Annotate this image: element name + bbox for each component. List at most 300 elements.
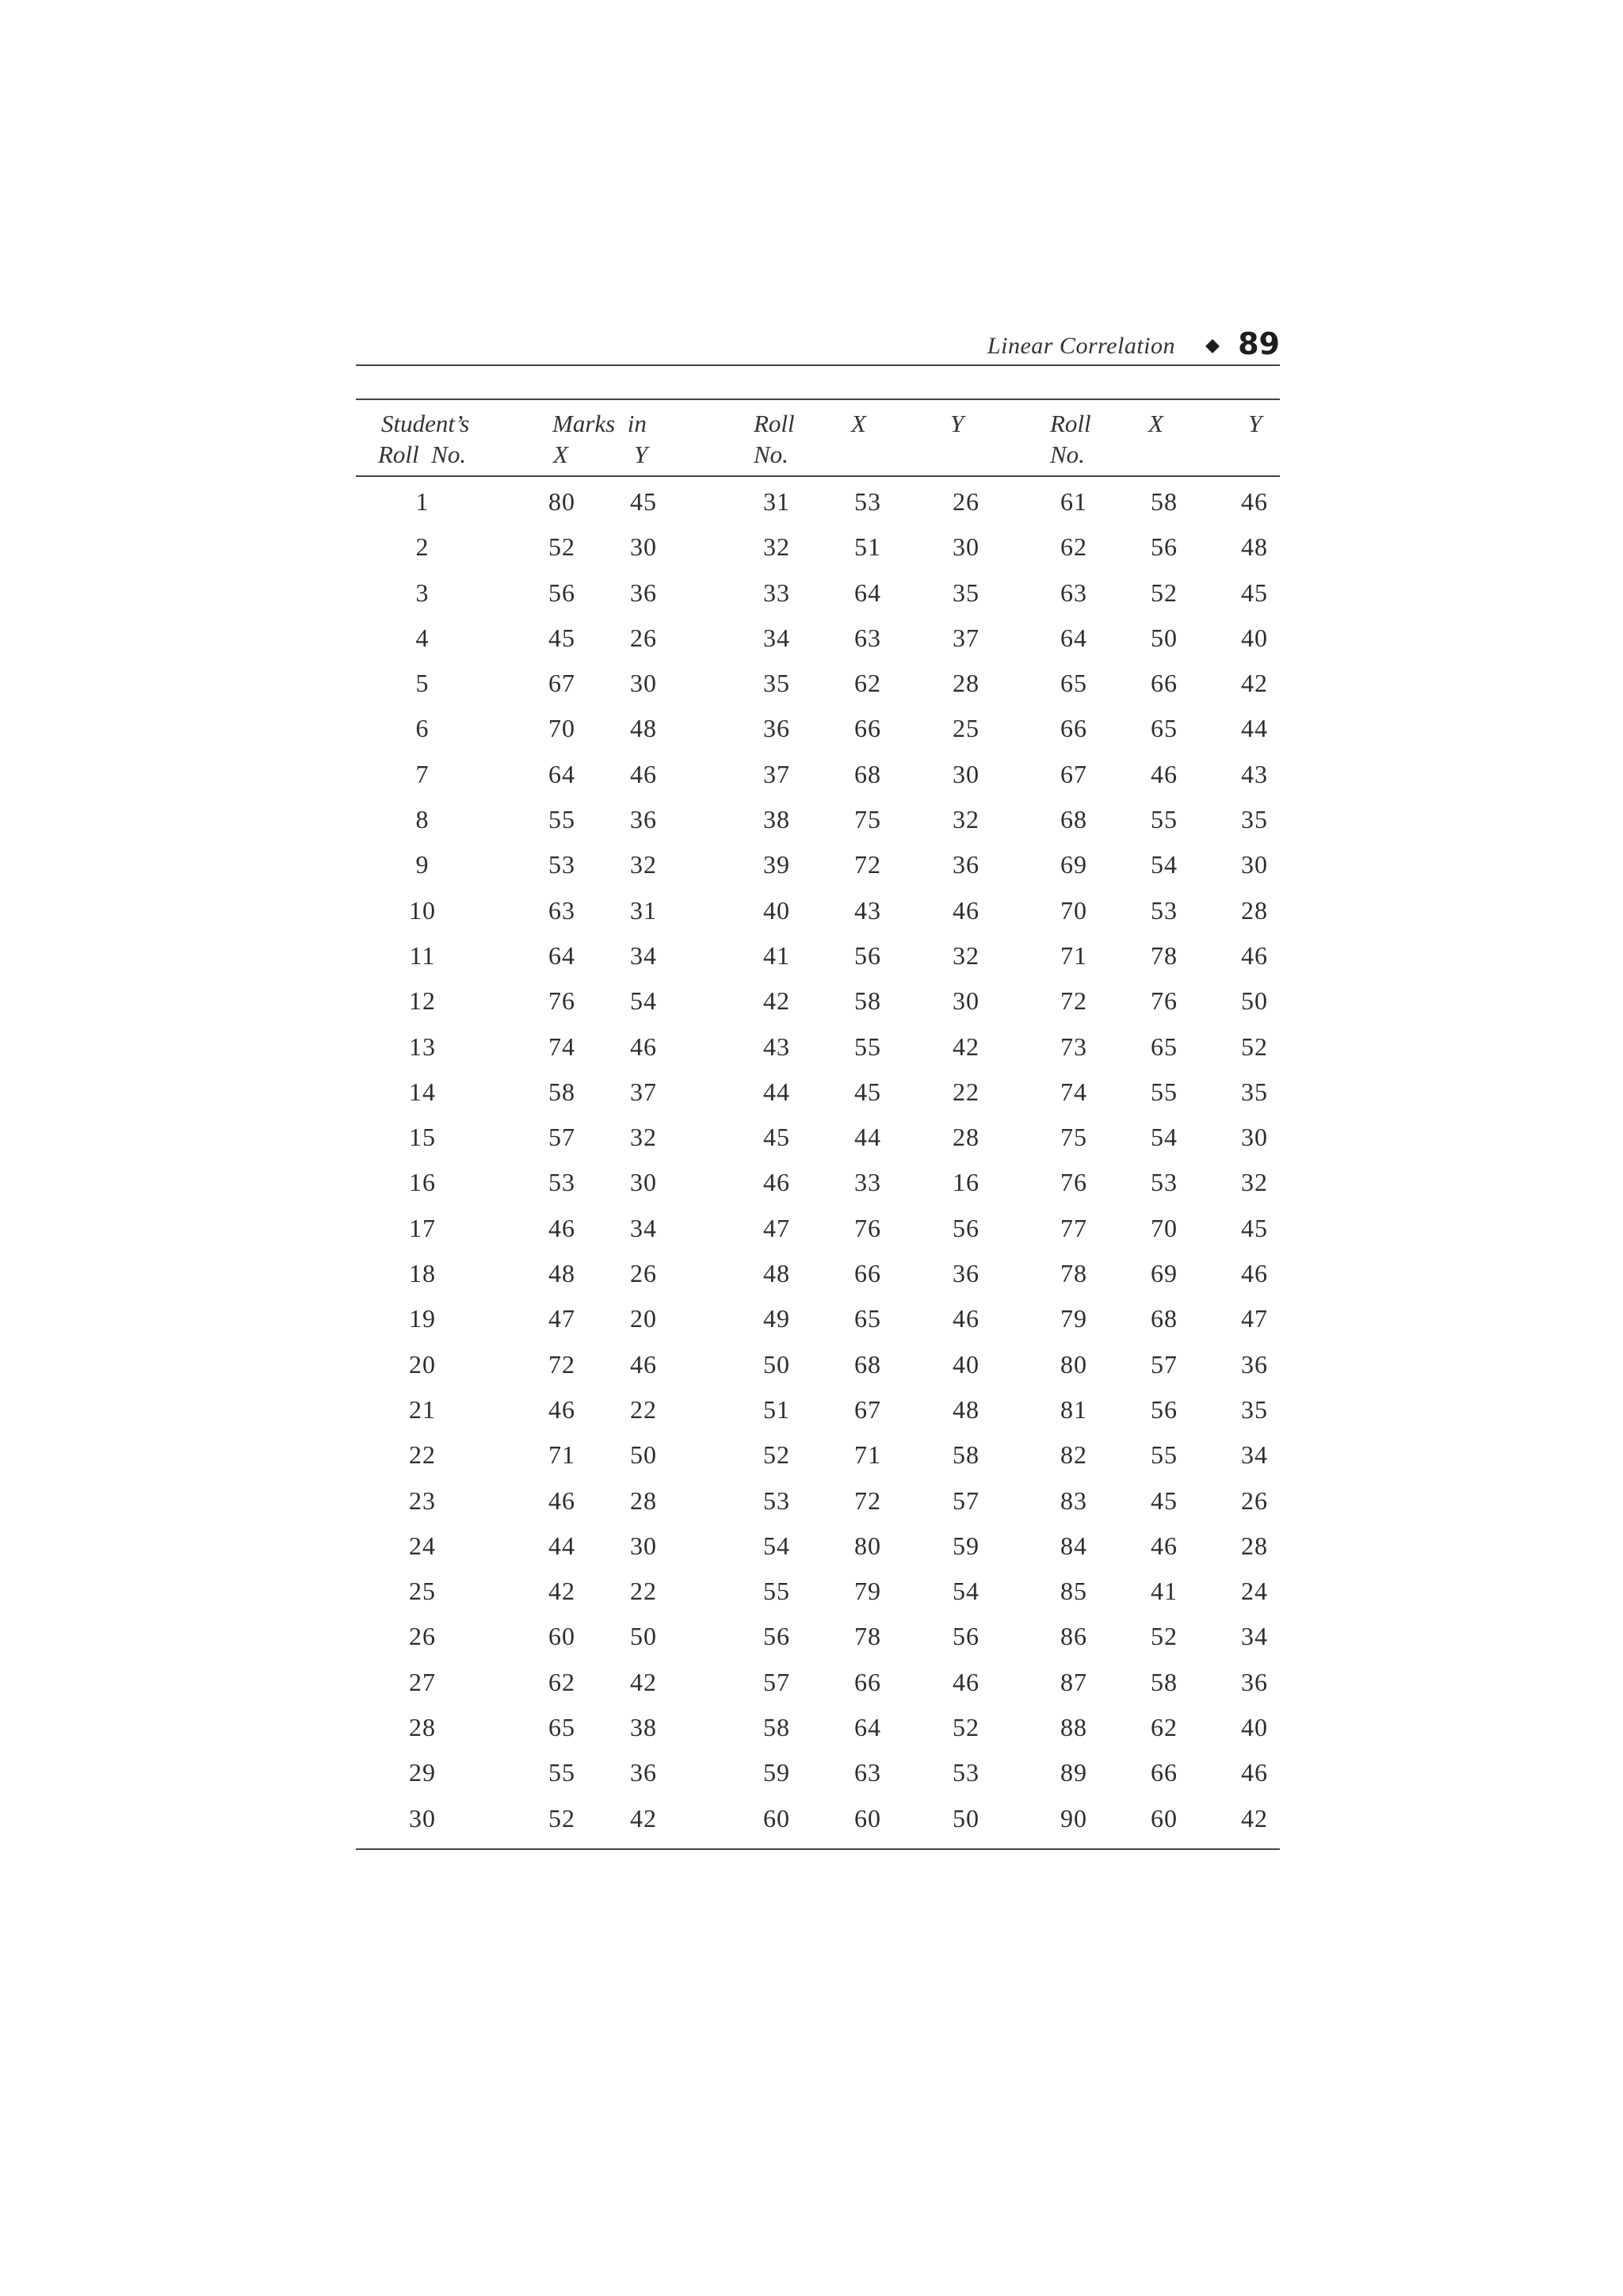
cell-roll-no-2: 60 — [763, 1803, 790, 1833]
table-row — [356, 1341, 1280, 1386]
cell-roll-no-1: 19 — [409, 1304, 436, 1333]
cell-x-3: 45 — [1151, 1486, 1178, 1515]
table-row — [356, 795, 1280, 841]
cell-y-2: 32 — [953, 805, 980, 834]
cell-marks-x-1: 60 — [548, 1622, 575, 1651]
cell-roll-no-2: 32 — [763, 532, 790, 562]
table-row — [356, 1431, 1280, 1476]
cell-roll-no-2: 56 — [763, 1622, 790, 1651]
cell-marks-x-1: 62 — [548, 1667, 575, 1696]
cell-marks-y-1: 26 — [630, 1259, 657, 1288]
cell-marks-x-1: 55 — [548, 805, 575, 834]
cell-y-3: 45 — [1241, 1213, 1268, 1242]
page-number: 89 — [1238, 326, 1280, 361]
cell-marks-x-1: 42 — [548, 1577, 575, 1606]
cell-marks-x-1: 65 — [548, 1713, 575, 1742]
cell-x-3: 56 — [1151, 532, 1178, 562]
cell-roll-no-1: 18 — [409, 1259, 436, 1288]
cell-x-2: 51 — [854, 532, 881, 562]
cell-y-2: 30 — [953, 759, 980, 788]
table-bottom-rule — [356, 1848, 1280, 1850]
running-header — [356, 326, 1280, 366]
cell-marks-x-1: 57 — [548, 1123, 575, 1152]
cell-roll-no-3: 81 — [1060, 1394, 1087, 1424]
cell-y-3: 30 — [1241, 1123, 1268, 1152]
cell-y-2: 35 — [953, 578, 980, 607]
cell-y-2: 53 — [953, 1758, 980, 1787]
cell-marks-x-1: 76 — [548, 986, 575, 1016]
cell-roll-no-3: 70 — [1060, 895, 1087, 925]
cell-x-2: 44 — [854, 1123, 881, 1152]
cell-x-3: 58 — [1151, 487, 1178, 516]
cell-roll-no-3: 68 — [1060, 805, 1087, 834]
cell-x-3: 41 — [1151, 1577, 1178, 1606]
cell-marks-y-1: 36 — [630, 805, 657, 834]
cell-marks-x-1: 52 — [548, 532, 575, 562]
cell-roll-no-3: 90 — [1060, 1803, 1087, 1833]
cell-y-2: 16 — [953, 1168, 980, 1197]
cell-y-3: 52 — [1241, 1032, 1268, 1061]
cell-roll-no-3: 64 — [1060, 623, 1087, 652]
cell-roll-no-3: 85 — [1060, 1577, 1087, 1606]
cell-x-2: 76 — [854, 1213, 881, 1242]
cell-marks-y-1: 30 — [630, 532, 657, 562]
cell-x-2: 65 — [854, 1304, 881, 1333]
cell-marks-x-1: 53 — [548, 850, 575, 879]
cell-y-3: 47 — [1241, 1304, 1268, 1333]
book-page — [356, 0, 1280, 2296]
cell-y-2: 56 — [953, 1213, 980, 1242]
cell-y-2: 46 — [953, 895, 980, 925]
cell-marks-y-1: 54 — [630, 986, 657, 1016]
cell-marks-x-1: 47 — [548, 1304, 575, 1333]
cell-x-3: 54 — [1151, 1123, 1178, 1152]
cell-x-3: 58 — [1151, 1667, 1178, 1696]
cell-marks-x-1: 52 — [548, 1803, 575, 1833]
cell-marks-x-1: 70 — [548, 714, 575, 743]
cell-marks-x-1: 46 — [548, 1394, 575, 1424]
cell-marks-y-1: 26 — [630, 623, 657, 652]
col-head-x3: X — [1148, 410, 1163, 437]
diamond-icon — [1205, 339, 1220, 353]
cell-roll-no-1: 8 — [415, 805, 430, 834]
table-row — [356, 704, 1280, 749]
cell-x-3: 69 — [1151, 1259, 1178, 1288]
cell-marks-x-1: 44 — [548, 1531, 575, 1560]
cell-marks-y-1: 46 — [630, 1349, 657, 1379]
cell-y-2: 40 — [953, 1349, 980, 1379]
cell-roll-no-1: 28 — [409, 1713, 436, 1742]
col-head-x2: X — [851, 410, 866, 437]
header-rule — [356, 364, 1280, 366]
cell-x-2: 72 — [854, 850, 881, 879]
cell-marks-y-1: 36 — [630, 578, 657, 607]
cell-roll-no-1: 9 — [415, 850, 430, 879]
cell-roll-no-3: 75 — [1060, 1123, 1087, 1152]
cell-x-3: 66 — [1151, 1758, 1178, 1787]
cell-roll-no-1: 22 — [409, 1440, 436, 1470]
table-row — [356, 1658, 1280, 1703]
cell-x-3: 56 — [1151, 1394, 1178, 1424]
table-row — [356, 569, 1280, 614]
cell-y-3: 42 — [1241, 1803, 1268, 1833]
cell-y-2: 56 — [953, 1622, 980, 1651]
cell-marks-y-1: 50 — [630, 1440, 657, 1470]
cell-marks-x-1: 53 — [548, 1168, 575, 1197]
cell-x-2: 55 — [854, 1032, 881, 1061]
cell-roll-no-3: 83 — [1060, 1486, 1087, 1515]
cell-roll-no-2: 55 — [763, 1577, 790, 1606]
cell-x-3: 53 — [1151, 895, 1178, 925]
cell-y-3: 44 — [1241, 714, 1268, 743]
table-row — [356, 1749, 1280, 1794]
cell-y-3: 46 — [1241, 1259, 1268, 1288]
cell-x-3: 57 — [1151, 1349, 1178, 1379]
cell-roll-no-1: 1 — [415, 487, 430, 516]
cell-x-2: 64 — [854, 1713, 881, 1742]
cell-roll-no-1: 15 — [409, 1123, 436, 1152]
cell-marks-y-1: 20 — [630, 1304, 657, 1333]
table-row — [356, 1794, 1280, 1840]
cell-roll-no-3: 89 — [1060, 1758, 1087, 1787]
cell-roll-no-3: 71 — [1060, 940, 1087, 970]
cell-roll-no-1: 21 — [409, 1394, 436, 1424]
cell-roll-no-2: 47 — [763, 1213, 790, 1242]
cell-x-3: 46 — [1151, 759, 1178, 788]
cell-roll-no-1: 14 — [409, 1077, 436, 1106]
cell-x-2: 62 — [854, 669, 881, 698]
cell-roll-no-1: 12 — [409, 986, 436, 1016]
cell-x-2: 78 — [854, 1622, 881, 1651]
cell-x-2: 60 — [854, 1803, 881, 1833]
table-row — [356, 1023, 1280, 1068]
col-head-marks-y: Y — [634, 441, 648, 468]
cell-y-3: 34 — [1241, 1440, 1268, 1470]
cell-marks-x-1: 48 — [548, 1259, 575, 1288]
cell-x-3: 70 — [1151, 1213, 1178, 1242]
col-head-y3: Y — [1248, 410, 1262, 437]
cell-y-2: 36 — [953, 850, 980, 879]
cell-roll-no-1: 23 — [409, 1486, 436, 1515]
cell-x-3: 55 — [1151, 1440, 1178, 1470]
cell-roll-no-2: 53 — [763, 1486, 790, 1515]
cell-marks-y-1: 45 — [630, 487, 657, 516]
cell-y-3: 30 — [1241, 850, 1268, 879]
cell-roll-no-1: 7 — [415, 759, 430, 788]
cell-marks-y-1: 34 — [630, 940, 657, 970]
cell-marks-y-1: 31 — [630, 895, 657, 925]
cell-y-3: 40 — [1241, 1713, 1268, 1742]
cell-roll-no-3: 84 — [1060, 1531, 1087, 1560]
cell-roll-no-3: 65 — [1060, 669, 1087, 698]
cell-marks-x-1: 58 — [548, 1077, 575, 1106]
cell-y-3: 46 — [1241, 1758, 1268, 1787]
cell-x-3: 66 — [1151, 669, 1178, 698]
cell-x-2: 72 — [854, 1486, 881, 1515]
cell-y-3: 48 — [1241, 532, 1268, 562]
running-title: Linear Correlation — [987, 333, 1175, 359]
cell-x-3: 68 — [1151, 1304, 1178, 1333]
cell-x-3: 53 — [1151, 1168, 1178, 1197]
cell-marks-x-1: 64 — [548, 940, 575, 970]
cell-marks-y-1: 22 — [630, 1394, 657, 1424]
cell-marks-y-1: 46 — [630, 1032, 657, 1061]
cell-x-2: 33 — [854, 1168, 881, 1197]
cell-x-2: 56 — [854, 940, 881, 970]
cell-roll-no-2: 58 — [763, 1713, 790, 1742]
cell-roll-no-3: 88 — [1060, 1713, 1087, 1742]
table-row — [356, 887, 1280, 932]
table-row — [356, 977, 1280, 1022]
cell-y-3: 28 — [1241, 895, 1268, 925]
cell-roll-no-3: 80 — [1060, 1349, 1087, 1379]
cell-x-3: 65 — [1151, 714, 1178, 743]
table-row — [356, 659, 1280, 704]
cell-y-2: 28 — [953, 1123, 980, 1152]
cell-roll-no-1: 25 — [409, 1577, 436, 1606]
cell-roll-no-2: 40 — [763, 895, 790, 925]
cell-roll-no-1: 13 — [409, 1032, 436, 1061]
table-row — [356, 1295, 1280, 1340]
cell-roll-no-2: 38 — [763, 805, 790, 834]
cell-y-2: 48 — [953, 1394, 980, 1424]
cell-roll-no-2: 35 — [763, 669, 790, 698]
cell-x-2: 66 — [854, 1667, 881, 1696]
cell-roll-no-1: 24 — [409, 1531, 436, 1560]
cell-y-3: 34 — [1241, 1622, 1268, 1651]
col-head-roll2-line2: No. — [754, 441, 789, 468]
cell-x-2: 63 — [854, 623, 881, 652]
cell-y-2: 30 — [953, 986, 980, 1016]
cell-x-2: 75 — [854, 805, 881, 834]
cell-roll-no-3: 76 — [1060, 1168, 1087, 1197]
cell-y-2: 58 — [953, 1440, 980, 1470]
cell-y-2: 50 — [953, 1803, 980, 1833]
cell-x-2: 68 — [854, 1349, 881, 1379]
table-row — [356, 1477, 1280, 1522]
table-row — [356, 523, 1280, 568]
cell-y-3: 24 — [1241, 1577, 1268, 1606]
cell-x-3: 54 — [1151, 850, 1178, 879]
cell-marks-x-1: 45 — [548, 623, 575, 652]
cell-roll-no-1: 29 — [409, 1758, 436, 1787]
cell-roll-no-1: 6 — [415, 714, 430, 743]
cell-y-2: 54 — [953, 1577, 980, 1606]
cell-y-2: 25 — [953, 714, 980, 743]
cell-marks-y-1: 42 — [630, 1803, 657, 1833]
cell-x-2: 80 — [854, 1531, 881, 1560]
cell-marks-y-1: 32 — [630, 850, 657, 879]
col-head-students-roll-line1: Student’s — [381, 410, 470, 437]
cell-y-3: 28 — [1241, 1531, 1268, 1560]
cell-roll-no-2: 37 — [763, 759, 790, 788]
cell-y-3: 42 — [1241, 669, 1268, 698]
cell-marks-x-1: 55 — [548, 1758, 575, 1787]
cell-y-3: 45 — [1241, 578, 1268, 607]
cell-roll-no-2: 39 — [763, 850, 790, 879]
cell-x-3: 60 — [1151, 1803, 1178, 1833]
cell-roll-no-2: 49 — [763, 1304, 790, 1333]
cell-marks-y-1: 50 — [630, 1622, 657, 1651]
cell-marks-y-1: 38 — [630, 1713, 657, 1742]
cell-roll-no-2: 57 — [763, 1667, 790, 1696]
cell-roll-no-1: 3 — [415, 578, 430, 607]
cell-roll-no-3: 74 — [1060, 1077, 1087, 1106]
cell-y-2: 26 — [953, 487, 980, 516]
table-row — [356, 1113, 1280, 1158]
cell-y-2: 37 — [953, 623, 980, 652]
cell-x-2: 79 — [854, 1577, 881, 1606]
cell-roll-no-3: 69 — [1060, 850, 1087, 879]
cell-marks-x-1: 46 — [548, 1213, 575, 1242]
cell-marks-x-1: 56 — [548, 578, 575, 607]
cell-roll-no-2: 42 — [763, 986, 790, 1016]
cell-roll-no-1: 17 — [409, 1213, 436, 1242]
cell-marks-x-1: 72 — [548, 1349, 575, 1379]
cell-x-2: 58 — [854, 986, 881, 1016]
cell-roll-no-2: 34 — [763, 623, 790, 652]
cell-y-2: 28 — [953, 669, 980, 698]
cell-marks-x-1: 63 — [548, 895, 575, 925]
cell-roll-no-3: 72 — [1060, 986, 1087, 1016]
cell-x-2: 68 — [854, 759, 881, 788]
table-row — [356, 1522, 1280, 1567]
cell-y-3: 50 — [1241, 986, 1268, 1016]
table-row — [356, 1249, 1280, 1295]
table-row — [356, 1068, 1280, 1113]
col-head-roll2-line1: Roll — [754, 410, 795, 437]
cell-x-3: 55 — [1151, 1077, 1178, 1106]
cell-roll-no-3: 86 — [1060, 1622, 1087, 1651]
cell-y-3: 46 — [1241, 940, 1268, 970]
cell-y-2: 36 — [953, 1259, 980, 1288]
cell-roll-no-3: 67 — [1060, 759, 1087, 788]
cell-x-2: 64 — [854, 578, 881, 607]
cell-roll-no-3: 62 — [1060, 532, 1087, 562]
cell-x-3: 46 — [1151, 1531, 1178, 1560]
cell-marks-y-1: 32 — [630, 1123, 657, 1152]
cell-y-3: 35 — [1241, 805, 1268, 834]
cell-y-3: 36 — [1241, 1349, 1268, 1379]
table-row — [356, 1703, 1280, 1749]
cell-y-3: 32 — [1241, 1168, 1268, 1197]
cell-roll-no-2: 50 — [763, 1349, 790, 1379]
cell-x-3: 78 — [1151, 940, 1178, 970]
cell-x-2: 63 — [854, 1758, 881, 1787]
table-row — [356, 1386, 1280, 1431]
cell-y-2: 22 — [953, 1077, 980, 1106]
cell-roll-no-2: 31 — [763, 487, 790, 516]
cell-roll-no-3: 87 — [1060, 1667, 1087, 1696]
cell-x-3: 65 — [1151, 1032, 1178, 1061]
cell-roll-no-2: 54 — [763, 1531, 790, 1560]
cell-roll-no-1: 30 — [409, 1803, 436, 1833]
cell-y-3: 36 — [1241, 1667, 1268, 1696]
cell-marks-x-1: 80 — [548, 487, 575, 516]
cell-y-3: 35 — [1241, 1077, 1268, 1106]
cell-y-2: 46 — [953, 1304, 980, 1333]
col-head-marks-in: Marks in — [552, 410, 647, 437]
cell-marks-y-1: 34 — [630, 1213, 657, 1242]
cell-y-2: 46 — [953, 1667, 980, 1696]
table-top-rule — [356, 399, 1280, 400]
cell-roll-no-1: 16 — [409, 1168, 436, 1197]
cell-roll-no-2: 33 — [763, 578, 790, 607]
cell-roll-no-2: 48 — [763, 1259, 790, 1288]
cell-roll-no-3: 73 — [1060, 1032, 1087, 1061]
cell-marks-y-1: 30 — [630, 669, 657, 698]
cell-y-3: 40 — [1241, 623, 1268, 652]
cell-y-3: 46 — [1241, 487, 1268, 516]
table-row — [356, 1567, 1280, 1612]
cell-x-2: 71 — [854, 1440, 881, 1470]
cell-marks-y-1: 22 — [630, 1577, 657, 1606]
cell-roll-no-1: 2 — [415, 532, 430, 562]
cell-roll-no-2: 36 — [763, 714, 790, 743]
cell-x-3: 52 — [1151, 578, 1178, 607]
cell-roll-no-3: 78 — [1060, 1259, 1087, 1288]
cell-y-2: 32 — [953, 940, 980, 970]
cell-marks-y-1: 48 — [630, 714, 657, 743]
cell-x-2: 53 — [854, 487, 881, 516]
cell-y-2: 42 — [953, 1032, 980, 1061]
cell-x-3: 55 — [1151, 805, 1178, 834]
cell-x-2: 45 — [854, 1077, 881, 1106]
cell-roll-no-2: 46 — [763, 1168, 790, 1197]
cell-roll-no-2: 44 — [763, 1077, 790, 1106]
cell-x-2: 67 — [854, 1394, 881, 1424]
cell-x-2: 66 — [854, 714, 881, 743]
table-row — [356, 478, 1280, 523]
cell-roll-no-2: 45 — [763, 1123, 790, 1152]
cell-roll-no-3: 77 — [1060, 1213, 1087, 1242]
cell-marks-y-1: 42 — [630, 1667, 657, 1696]
cell-x-2: 66 — [854, 1259, 881, 1288]
cell-marks-y-1: 30 — [630, 1531, 657, 1560]
table-body — [356, 478, 1280, 1840]
cell-y-2: 57 — [953, 1486, 980, 1515]
cell-roll-no-2: 59 — [763, 1758, 790, 1787]
cell-roll-no-3: 66 — [1060, 714, 1087, 743]
cell-y-3: 26 — [1241, 1486, 1268, 1515]
cell-roll-no-1: 10 — [409, 895, 436, 925]
cell-roll-no-3: 63 — [1060, 578, 1087, 607]
cell-roll-no-3: 82 — [1060, 1440, 1087, 1470]
table-row — [356, 614, 1280, 659]
table-row — [356, 1204, 1280, 1249]
col-head-roll3-line1: Roll — [1050, 410, 1091, 437]
cell-y-3: 43 — [1241, 759, 1268, 788]
cell-marks-y-1: 46 — [630, 759, 657, 788]
cell-roll-no-2: 41 — [763, 940, 790, 970]
cell-marks-x-1: 71 — [548, 1440, 575, 1470]
cell-roll-no-1: 26 — [409, 1622, 436, 1651]
table-row — [356, 750, 1280, 795]
cell-x-3: 76 — [1151, 986, 1178, 1016]
cell-roll-no-2: 51 — [763, 1394, 790, 1424]
cell-y-2: 30 — [953, 532, 980, 562]
cell-marks-y-1: 30 — [630, 1168, 657, 1197]
cell-roll-no-1: 5 — [415, 669, 430, 698]
cell-x-2: 43 — [854, 895, 881, 925]
cell-roll-no-1: 4 — [415, 623, 430, 652]
cell-roll-no-3: 79 — [1060, 1304, 1087, 1333]
cell-y-2: 59 — [953, 1531, 980, 1560]
col-head-y2: Y — [950, 410, 964, 437]
table-head-rule — [356, 475, 1280, 477]
cell-roll-no-1: 20 — [409, 1349, 436, 1379]
cell-roll-no-3: 61 — [1060, 487, 1087, 516]
